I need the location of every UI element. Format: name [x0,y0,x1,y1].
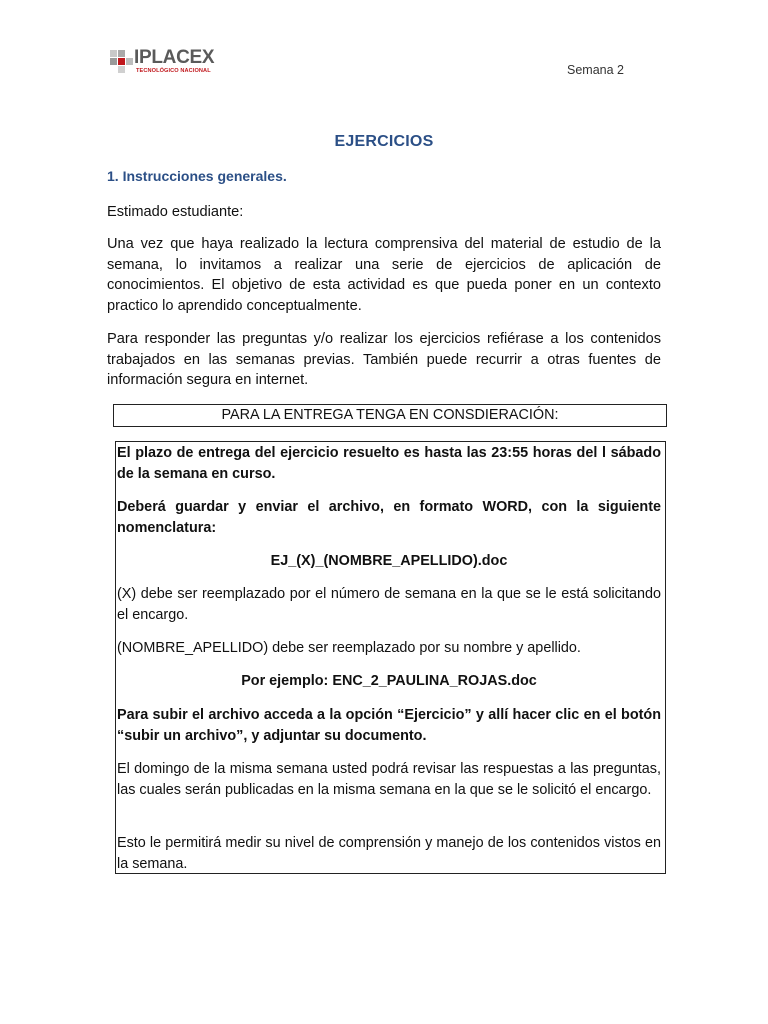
intro-paragraph: Una vez que haya realizado la lectura comprensiva del material de estudio de la semana, lo invitamos a realizar una serie de ejercicios de aplicación de conocimientos. El objetivo de esta actividad es que pueda poner en un contexto practico lo aprendido conceptualmente. [107,236,661,314]
delivery-instructions-box [115,441,666,874]
review-note-text: El domingo de la misma semana usted podrá revisar las respuestas a las preguntas, las cuales serán publicadas en la misma semana en la que se le solicitó el encargo. [117,761,661,798]
page-title: EJERCICIOS [334,133,434,150]
deadline-text: El plazo de entrega del ejercicio resuelto es hasta las 23:55 horas del l sábado de la semana en curso. [117,445,661,482]
logo-squares-icon [110,50,132,72]
x-explanation-text: (X) debe ser reemplazado por el número de semana en la que se le está solicitando el encargo. [117,586,661,623]
greeting-text: Estimado estudiante: [107,204,244,220]
save-instruction-text: Deberá guardar y enviar el archivo, en formato WORD, con la siguiente nomenclatura: [117,499,661,536]
week-label: Semana 2 [567,63,624,77]
sources-paragraph: Para responder las preguntas y/o realizar los ejercicios refiérase a los contenidos trabajados en las semanas previas. También puede recurrir a otras fuentes de información segura en internet. [107,331,661,388]
example-filename: Por ejemplo: ENC_2_PAULINA_ROJAS.doc [241,673,537,689]
logo-wordmark: IPLACEX [134,47,215,68]
name-explanation-text: (NOMBRE_APELLIDO) debe ser reemplazado por su nombre y apellido. [117,640,581,656]
iplacex-logo [110,48,230,78]
logo-tagline: TECNOLÓGICO NACIONAL [136,68,211,74]
upload-instruction-text: Para subir el archivo acceda a la opción “Ejercicio” y allí hacer clic en el botón “subir un archivo”, y adjuntar su documento. [117,707,661,744]
closing-note-text: Esto le permitirá medir su nivel de comprensión y manejo de los contenidos vistos en la semana. [117,835,661,872]
delivery-box-heading: PARA LA ENTREGA TENGA EN CONSDIERACIÓN: [113,404,667,427]
filename-pattern: EJ_(X)_(NOMBRE_APELLIDO).doc [270,553,508,569]
section-heading: 1. Instrucciones generales. [107,168,287,184]
